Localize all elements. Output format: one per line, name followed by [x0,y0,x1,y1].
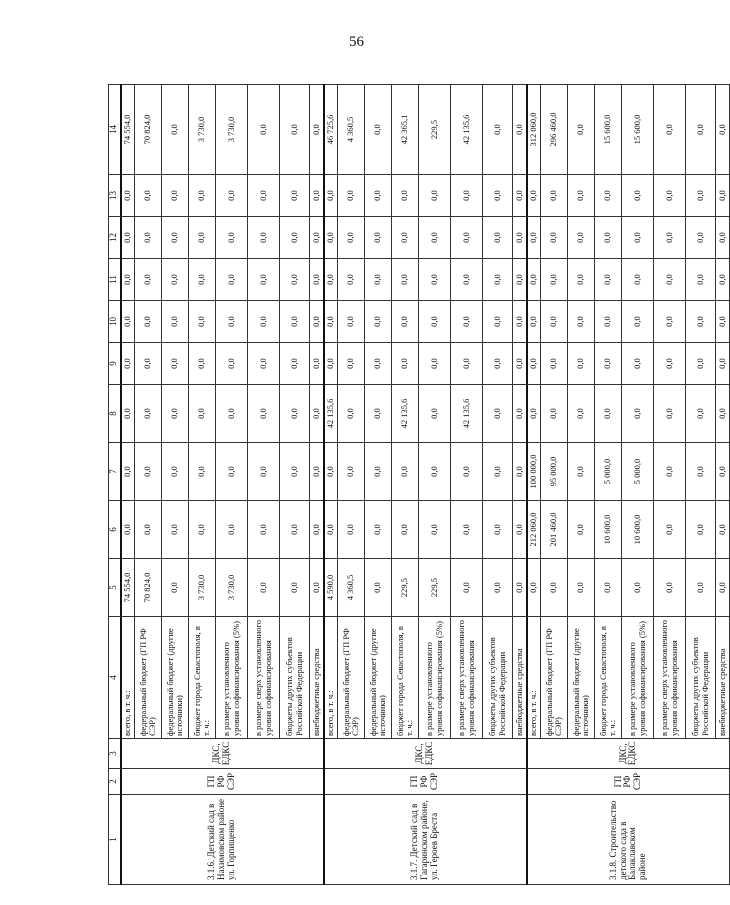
value-cell: 0,0 [310,443,324,501]
source-label: в размере установленного уровня софинансирования (5%) [622,617,654,739]
value-cell: 0,0 [310,559,324,617]
value-cell: 0,0 [338,217,365,259]
value-cell: 0,0 [365,343,392,385]
value-cell: 0,0 [216,443,248,501]
value-cell: 0,0 [310,175,324,217]
value-cell: 0,0 [189,343,216,385]
value-cell: 0,0 [365,559,392,617]
value-cell: 0,0 [310,385,324,443]
column-number: 13 [109,175,121,217]
value-cell: 0,0 [135,301,162,343]
value-cell: 0,0 [392,343,419,385]
value-cell: 0,0 [654,175,686,217]
value-cell: 0,0 [189,301,216,343]
value-cell: 0,0 [121,217,135,259]
value-cell: 0,0 [324,175,338,217]
value-cell: 0,0 [527,559,541,617]
value-cell: 0,0 [135,385,162,443]
source-label: федеральный бюджет (ГП РФ СЭР) [541,617,568,739]
value-cell: 0,0 [622,259,654,301]
value-cell: 0,0 [513,175,527,217]
value-cell: 0,0 [483,175,513,217]
value-cell: 0,0 [513,443,527,501]
value-cell: 5 000,0 [595,443,622,501]
value-cell: 42 135,6 [451,385,483,443]
value-cell: 0,0 [338,175,365,217]
value-cell: 0,0 [419,501,451,559]
value-cell: 0,0 [716,175,730,217]
value-cell: 0,0 [451,501,483,559]
value-cell: 0,0 [483,343,513,385]
value-cell: 0,0 [686,559,716,617]
source-label: федеральный бюджет (другие источники) [365,617,392,739]
value-cell: 0,0 [162,559,189,617]
page-number: 56 [349,34,364,50]
value-cell: 0,0 [451,301,483,343]
total-cell: 15 600,0 [595,85,622,175]
value-cell: 212 060,0 [527,501,541,559]
value-cell: 0,0 [568,301,595,343]
measure-name: 3.1.8. Строительство детского сада в Балаклавском районе [527,795,730,885]
source-label: всего, в т. ч.: [527,617,541,739]
source-label: внебюджетные средства [310,617,324,739]
source-label: внебюджетные средства [716,617,730,739]
value-cell: 0,0 [365,301,392,343]
value-cell: 0,0 [654,443,686,501]
column-number: 8 [109,385,121,443]
value-cell: 0,0 [686,175,716,217]
executor: ДКС, ЕДКС [324,739,527,769]
total-cell: 0,0 [716,85,730,175]
value-cell: 229,5 [419,559,451,617]
value-cell: 0,0 [248,443,280,501]
value-cell: 0,0 [654,343,686,385]
column-number: 9 [109,343,121,385]
table-body [109,85,730,885]
value-cell: 0,0 [280,443,310,501]
value-cell: 0,0 [280,175,310,217]
value-cell: 0,0 [248,343,280,385]
total-cell: 0,0 [162,85,189,175]
value-cell: 0,0 [162,385,189,443]
column-number: 3 [109,739,121,769]
total-cell: 70 824,0 [135,85,162,175]
value-cell: 0,0 [189,217,216,259]
value-cell: 0,0 [716,559,730,617]
total-cell: 296 460,0 [541,85,568,175]
value-cell: 0,0 [541,175,568,217]
value-cell: 0,0 [162,301,189,343]
value-cell: 0,0 [654,301,686,343]
total-cell: 42 365,1 [392,85,419,175]
value-cell: 0,0 [686,343,716,385]
source-label: федеральный бюджет (другие источники) [568,617,595,739]
value-cell: 0,0 [527,301,541,343]
value-cell: 0,0 [162,259,189,301]
program-code: ГП РФ СЭР [527,769,730,795]
value-cell: 0,0 [338,443,365,501]
total-cell: 0,0 [686,85,716,175]
total-cell: 0,0 [365,85,392,175]
value-cell: 0,0 [280,343,310,385]
value-cell: 0,0 [162,443,189,501]
value-cell: 0,0 [451,443,483,501]
total-cell: 0,0 [654,85,686,175]
value-cell: 0,0 [338,501,365,559]
value-cell: 42 135,6 [392,385,419,443]
total-cell: 3 730,0 [189,85,216,175]
value-cell: 0,0 [162,175,189,217]
value-cell: 0,0 [513,217,527,259]
value-cell: 0,0 [216,217,248,259]
value-cell: 4 590,0 [324,559,338,617]
value-cell: 0,0 [527,175,541,217]
source-label: в размере сверх установленного уровня софинансирования [654,617,686,739]
source-label: бюджет города Севастополя, в т. ч.: [595,617,622,739]
value-cell: 0,0 [527,343,541,385]
source-label: в размере установленного уровня софинансирования (5%) [419,617,451,739]
value-cell: 0,0 [654,501,686,559]
value-cell: 0,0 [392,301,419,343]
value-cell: 0,0 [527,217,541,259]
value-cell: 0,0 [189,385,216,443]
source-label: всего, в т. ч.: [121,617,135,739]
value-cell: 0,0 [419,343,451,385]
value-cell: 0,0 [686,301,716,343]
value-cell: 0,0 [595,385,622,443]
value-cell: 0,0 [280,501,310,559]
value-cell: 0,0 [365,217,392,259]
value-cell: 10 600,0 [622,501,654,559]
value-cell: 0,0 [162,217,189,259]
value-cell: 0,0 [541,559,568,617]
value-cell: 0,0 [541,259,568,301]
column-number: 7 [109,443,121,501]
value-cell: 0,0 [527,385,541,443]
value-cell: 0,0 [135,343,162,385]
value-cell: 0,0 [392,501,419,559]
value-cell: 0,0 [595,559,622,617]
value-cell: 0,0 [654,217,686,259]
value-cell: 0,0 [419,301,451,343]
measure-name: 3.1.6. Детский сад в Нахимовском районе ул. Горпищенко [121,795,324,885]
value-cell: 0,0 [513,343,527,385]
value-cell: 0,0 [686,385,716,443]
value-cell: 0,0 [513,301,527,343]
source-label: бюджеты других субъектов Российской Федерации [483,617,513,739]
total-cell: 229,5 [419,85,451,175]
value-cell: 0,0 [310,501,324,559]
total-cell: 0,0 [568,85,595,175]
value-cell: 0,0 [121,301,135,343]
value-cell: 0,0 [216,343,248,385]
value-cell: 0,0 [568,259,595,301]
value-cell: 0,0 [189,259,216,301]
value-cell: 0,0 [716,259,730,301]
value-cell: 0,0 [595,301,622,343]
value-cell: 0,0 [513,501,527,559]
source-label: в размере установленного уровня софинансирования (5%) [216,617,248,739]
value-cell: 0,0 [310,343,324,385]
value-cell: 0,0 [248,385,280,443]
source-label: бюджеты других субъектов Российской Федерации [686,617,716,739]
value-cell: 5 000,0 [622,443,654,501]
executor: ДКС, ЕДКС [527,739,730,769]
column-number: 12 [109,217,121,259]
value-cell: 0,0 [121,175,135,217]
value-cell: 42 135,6 [324,385,338,443]
value-cell: 0,0 [162,501,189,559]
source-label: бюджет города Севастополя, в т. ч.: [189,617,216,739]
column-number: 10 [109,301,121,343]
value-cell: 0,0 [162,343,189,385]
value-cell: 0,0 [483,501,513,559]
value-cell: 0,0 [121,443,135,501]
value-cell: 0,0 [686,443,716,501]
program-code: ГП РФ СЭР [121,769,324,795]
value-cell: 0,0 [568,175,595,217]
program-code: ГП РФ СЭР [324,769,527,795]
source-label: федеральный бюджет (другие источники) [162,617,189,739]
value-cell: 0,0 [392,175,419,217]
value-cell: 0,0 [392,443,419,501]
value-cell: 0,0 [686,217,716,259]
value-cell: 3 730,0 [189,559,216,617]
total-cell: 3 730,0 [216,85,248,175]
value-cell: 0,0 [568,343,595,385]
value-cell: 0,0 [365,385,392,443]
executor: ДКС, ЕДКС [121,739,324,769]
value-cell: 0,0 [541,343,568,385]
value-cell: 4 360,5 [338,559,365,617]
value-cell: 0,0 [483,385,513,443]
value-cell: 0,0 [595,343,622,385]
source-label: в размере сверх установленного уровня софинансирования [451,617,483,739]
column-number: 6 [109,501,121,559]
total-cell: 4 360,5 [338,85,365,175]
value-cell: 0,0 [365,175,392,217]
total-cell: 74 554,0 [121,85,135,175]
value-cell: 70 824,0 [135,559,162,617]
value-cell: 0,0 [419,259,451,301]
total-cell: 0,0 [310,85,324,175]
column-number: 14 [109,85,121,175]
value-cell: 0,0 [324,259,338,301]
table-row [324,85,338,885]
value-cell: 0,0 [483,559,513,617]
value-cell: 0,0 [451,175,483,217]
value-cell: 0,0 [513,385,527,443]
source-label: в размере сверх установленного уровня софинансирования [248,617,280,739]
value-cell: 0,0 [568,443,595,501]
value-cell: 0,0 [324,501,338,559]
column-number: 11 [109,259,121,301]
source-label: бюджеты других субъектов Российской Федерации [280,617,310,739]
value-cell: 0,0 [568,217,595,259]
value-cell: 0,0 [568,559,595,617]
value-cell: 0,0 [716,501,730,559]
value-cell: 0,0 [338,343,365,385]
value-cell: 0,0 [483,301,513,343]
value-cell: 0,0 [121,385,135,443]
table-row [121,85,135,885]
value-cell: 229,5 [392,559,419,617]
value-cell: 0,0 [248,217,280,259]
value-cell: 0,0 [541,301,568,343]
column-number: 5 [109,559,121,617]
value-cell: 0,0 [513,259,527,301]
value-cell: 0,0 [248,501,280,559]
source-label: федеральный бюджет (ГП РФ СЭР) [338,617,365,739]
value-cell: 0,0 [365,259,392,301]
value-cell: 0,0 [622,559,654,617]
value-cell: 3 730,0 [216,559,248,617]
value-cell: 0,0 [513,559,527,617]
value-cell: 0,0 [189,501,216,559]
value-cell: 0,0 [541,217,568,259]
funding-table [108,84,730,885]
value-cell: 0,0 [654,559,686,617]
rotated-table-wrapper [108,85,727,885]
value-cell: 0,0 [568,385,595,443]
total-cell: 42 135,6 [451,85,483,175]
value-cell: 0,0 [248,559,280,617]
value-cell: 0,0 [216,385,248,443]
value-cell: 0,0 [716,217,730,259]
source-label: всего, в т. ч.: [324,617,338,739]
value-cell: 0,0 [135,443,162,501]
column-number-row [109,85,121,885]
total-cell: 46 725,6 [324,85,338,175]
value-cell: 0,0 [451,343,483,385]
value-cell: 0,0 [716,385,730,443]
value-cell: 0,0 [310,301,324,343]
value-cell: 0,0 [324,217,338,259]
table-row [527,85,541,885]
value-cell: 0,0 [365,443,392,501]
value-cell: 0,0 [216,501,248,559]
value-cell: 0,0 [189,175,216,217]
total-cell: 312 060,0 [527,85,541,175]
value-cell: 0,0 [622,343,654,385]
value-cell: 0,0 [716,301,730,343]
total-cell: 0,0 [483,85,513,175]
value-cell: 0,0 [365,501,392,559]
value-cell: 0,0 [280,559,310,617]
value-cell: 0,0 [121,343,135,385]
column-number: 2 [109,769,121,795]
value-cell: 74 554,0 [121,559,135,617]
value-cell: 0,0 [622,301,654,343]
value-cell: 0,0 [248,301,280,343]
value-cell: 0,0 [392,259,419,301]
value-cell: 0,0 [135,259,162,301]
value-cell: 0,0 [310,217,324,259]
value-cell: 0,0 [541,385,568,443]
value-cell: 0,0 [280,259,310,301]
value-cell: 0,0 [419,443,451,501]
value-cell: 0,0 [483,217,513,259]
column-number: 1 [109,795,121,885]
value-cell: 0,0 [716,343,730,385]
value-cell: 0,0 [451,259,483,301]
value-cell: 0,0 [654,385,686,443]
value-cell: 0,0 [121,501,135,559]
value-cell: 0,0 [135,175,162,217]
value-cell: 0,0 [451,559,483,617]
value-cell: 0,0 [595,217,622,259]
column-number: 4 [109,617,121,739]
value-cell: 0,0 [248,259,280,301]
value-cell: 0,0 [686,259,716,301]
value-cell: 0,0 [419,217,451,259]
value-cell: 0,0 [121,259,135,301]
value-cell: 0,0 [622,385,654,443]
value-cell: 0,0 [595,259,622,301]
total-cell: 0,0 [280,85,310,175]
value-cell: 0,0 [280,217,310,259]
value-cell: 201 460,0 [541,501,568,559]
value-cell: 0,0 [338,301,365,343]
value-cell: 0,0 [483,443,513,501]
value-cell: 100 000,0 [527,443,541,501]
total-cell: 0,0 [248,85,280,175]
source-label: бюджет города Севастополя, в т. ч.: [392,617,419,739]
value-cell: 0,0 [527,259,541,301]
value-cell: 0,0 [216,259,248,301]
value-cell: 0,0 [392,217,419,259]
value-cell: 0,0 [135,501,162,559]
value-cell: 0,0 [324,301,338,343]
source-label: внебюджетные средства [513,617,527,739]
value-cell: 0,0 [716,443,730,501]
value-cell: 0,0 [135,217,162,259]
value-cell: 0,0 [324,343,338,385]
source-label: федеральный бюджет (ГП РФ СЭР) [135,617,162,739]
value-cell: 0,0 [189,443,216,501]
value-cell: 10 600,0 [595,501,622,559]
value-cell: 0,0 [338,385,365,443]
value-cell: 95 000,0 [541,443,568,501]
value-cell: 0,0 [622,217,654,259]
value-cell: 0,0 [451,217,483,259]
value-cell: 0,0 [324,443,338,501]
total-cell: 0,0 [513,85,527,175]
value-cell: 0,0 [686,501,716,559]
value-cell: 0,0 [622,175,654,217]
value-cell: 0,0 [568,501,595,559]
value-cell: 0,0 [338,259,365,301]
value-cell: 0,0 [419,175,451,217]
value-cell: 0,0 [483,259,513,301]
value-cell: 0,0 [310,259,324,301]
value-cell: 0,0 [654,259,686,301]
total-cell: 15 600,0 [622,85,654,175]
value-cell: 0,0 [595,175,622,217]
value-cell: 0,0 [419,385,451,443]
value-cell: 0,0 [216,175,248,217]
value-cell: 0,0 [280,301,310,343]
value-cell: 0,0 [280,385,310,443]
measure-name: 3.1.7. Детский сад в Гагаринском районе, ул. Героев Бреста [324,795,527,885]
value-cell: 0,0 [216,301,248,343]
value-cell: 0,0 [248,175,280,217]
